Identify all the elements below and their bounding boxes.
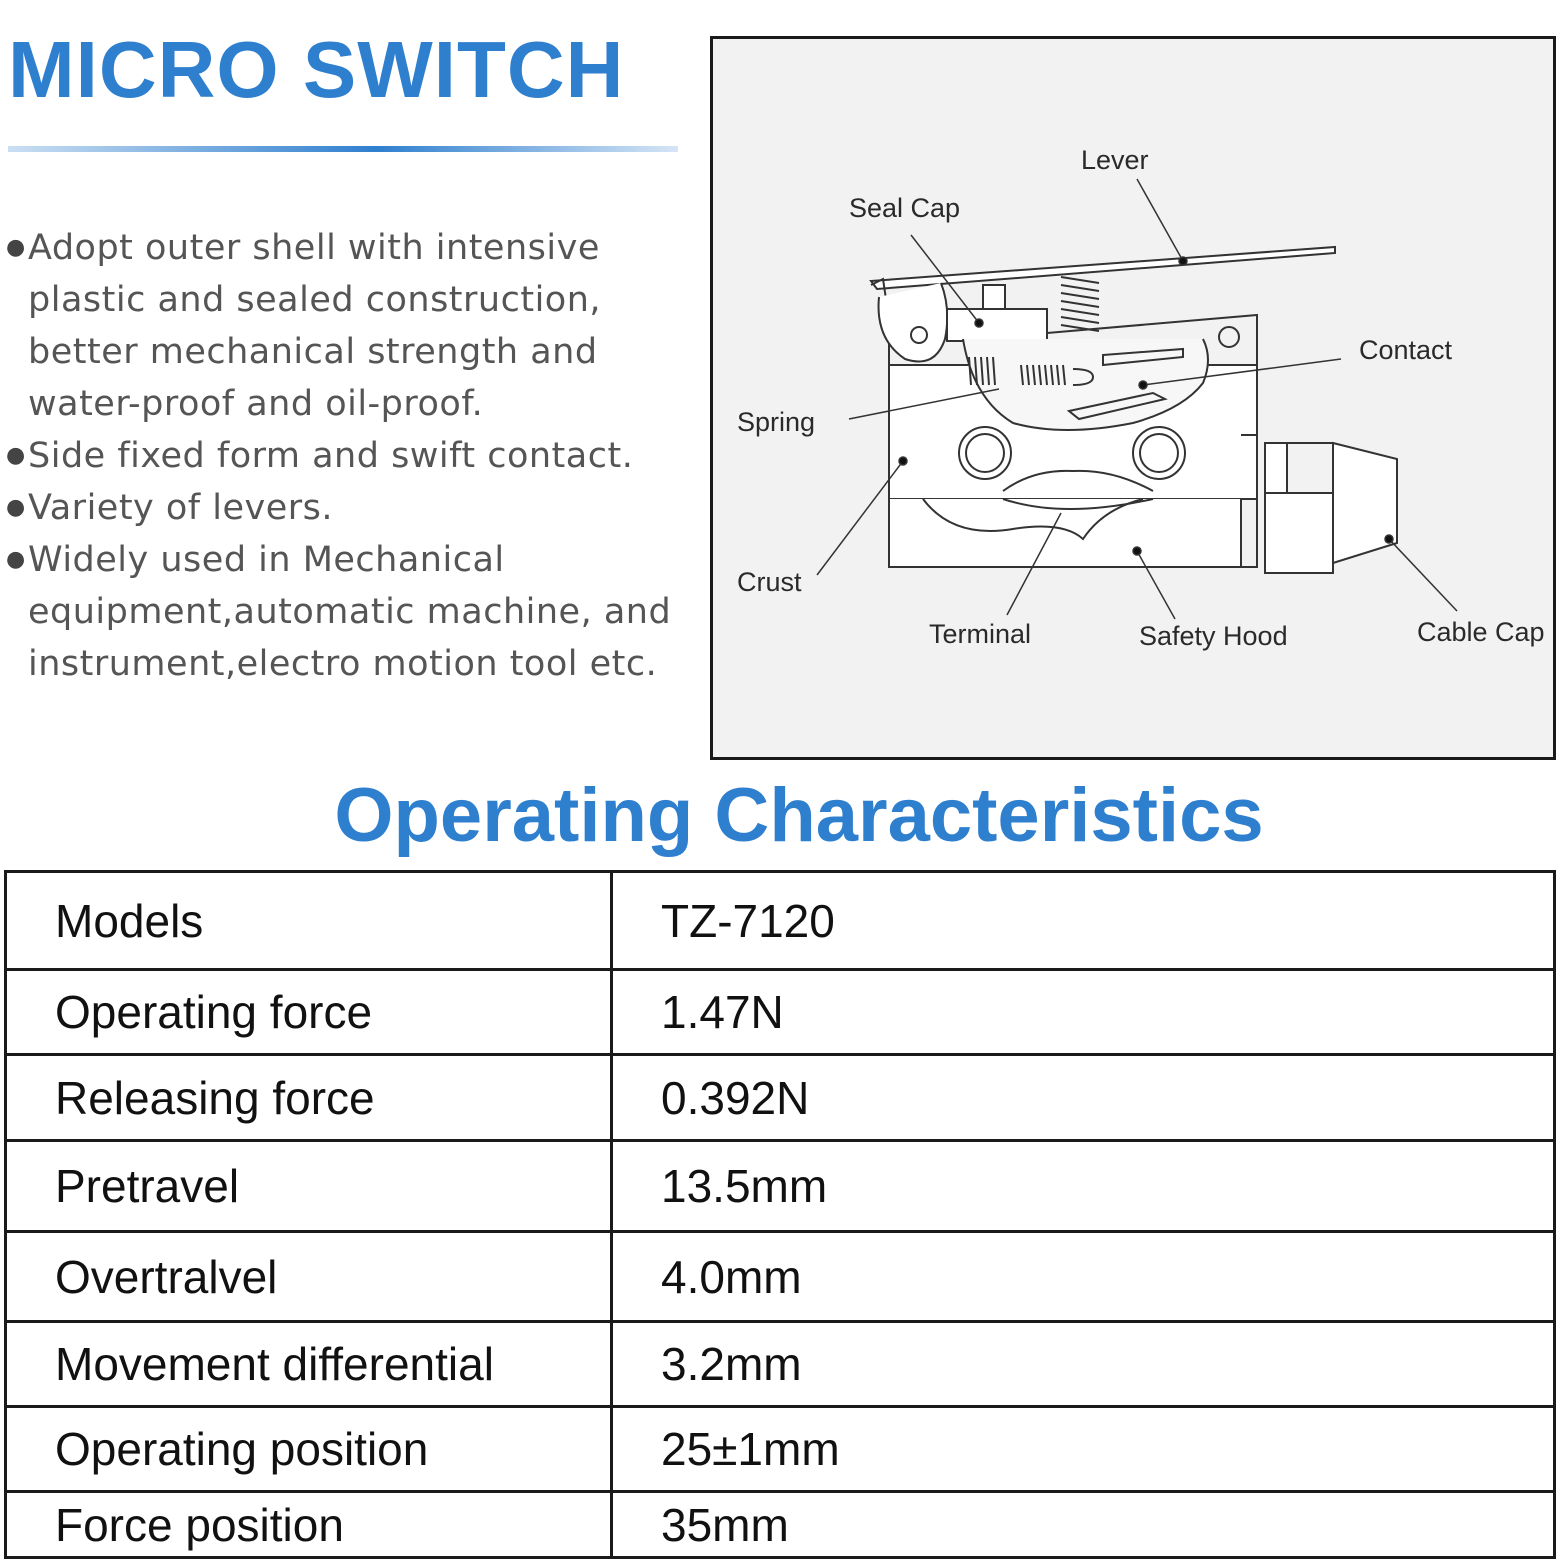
specs-table [4, 870, 1556, 1559]
spec-label: Force position [6, 1492, 612, 1558]
spec-value: 0.392N [612, 1055, 1555, 1141]
spec-label: Operating position [6, 1407, 612, 1492]
label-safety-hood: Safety Hood [1139, 621, 1288, 651]
spec-value: 25±1mm [612, 1407, 1555, 1492]
feature-item: ● Adopt outer shell with intensive plastic and sealed construction, better mechanical strength and water-proof and oil-proof. [6, 222, 696, 430]
bullet-icon: ● [6, 547, 26, 572]
table-row [6, 1407, 1555, 1492]
spec-value: TZ-7120 [612, 872, 1555, 970]
spec-value: 35mm [612, 1492, 1555, 1558]
table-row [6, 1322, 1555, 1407]
spec-label: Overtralvel [6, 1232, 612, 1322]
label-lever: Lever [1081, 145, 1149, 175]
spec-value: 1.47N [612, 970, 1555, 1055]
spec-label: Models [6, 872, 612, 970]
title-divider [8, 146, 678, 152]
feature-list [6, 222, 696, 690]
bullet-icon: ● [6, 495, 26, 520]
table-row [6, 1232, 1555, 1322]
spec-label: Pretravel [6, 1141, 612, 1232]
table-row [6, 1141, 1555, 1232]
switch-diagram [710, 36, 1556, 760]
label-terminal: Terminal [929, 619, 1032, 649]
table-row [6, 1055, 1555, 1141]
label-crust: Crust [737, 567, 802, 597]
label-spring: Spring [737, 407, 816, 437]
feature-item: ● Widely used in Mechanical equipment,automatic machine, and instrument,electro motion tool etc. [6, 534, 696, 690]
label-contact: Contact [1359, 335, 1453, 365]
table-row [6, 1492, 1555, 1558]
bullet-icon: ● [6, 443, 26, 468]
bullet-icon: ● [6, 235, 26, 260]
table-row [6, 872, 1555, 970]
feature-item: ● Side fixed form and swift contact. [6, 430, 696, 482]
feature-item: ● Variety of levers. [6, 482, 696, 534]
label-seal-cap: Seal Cap [849, 193, 961, 223]
spec-label: Operating force [6, 970, 612, 1055]
spec-value: 4.0mm [612, 1232, 1555, 1322]
spec-value: 3.2mm [612, 1322, 1555, 1407]
table-row [6, 970, 1555, 1055]
spec-label: Releasing force [6, 1055, 612, 1141]
spec-value: 13.5mm [612, 1141, 1555, 1232]
section-title: Operating Characteristics [334, 773, 1264, 858]
page-title: MICRO SWITCH [8, 25, 625, 114]
spec-label: Movement differential [6, 1322, 612, 1407]
label-cable-cap: Cable Cap [1417, 617, 1545, 647]
